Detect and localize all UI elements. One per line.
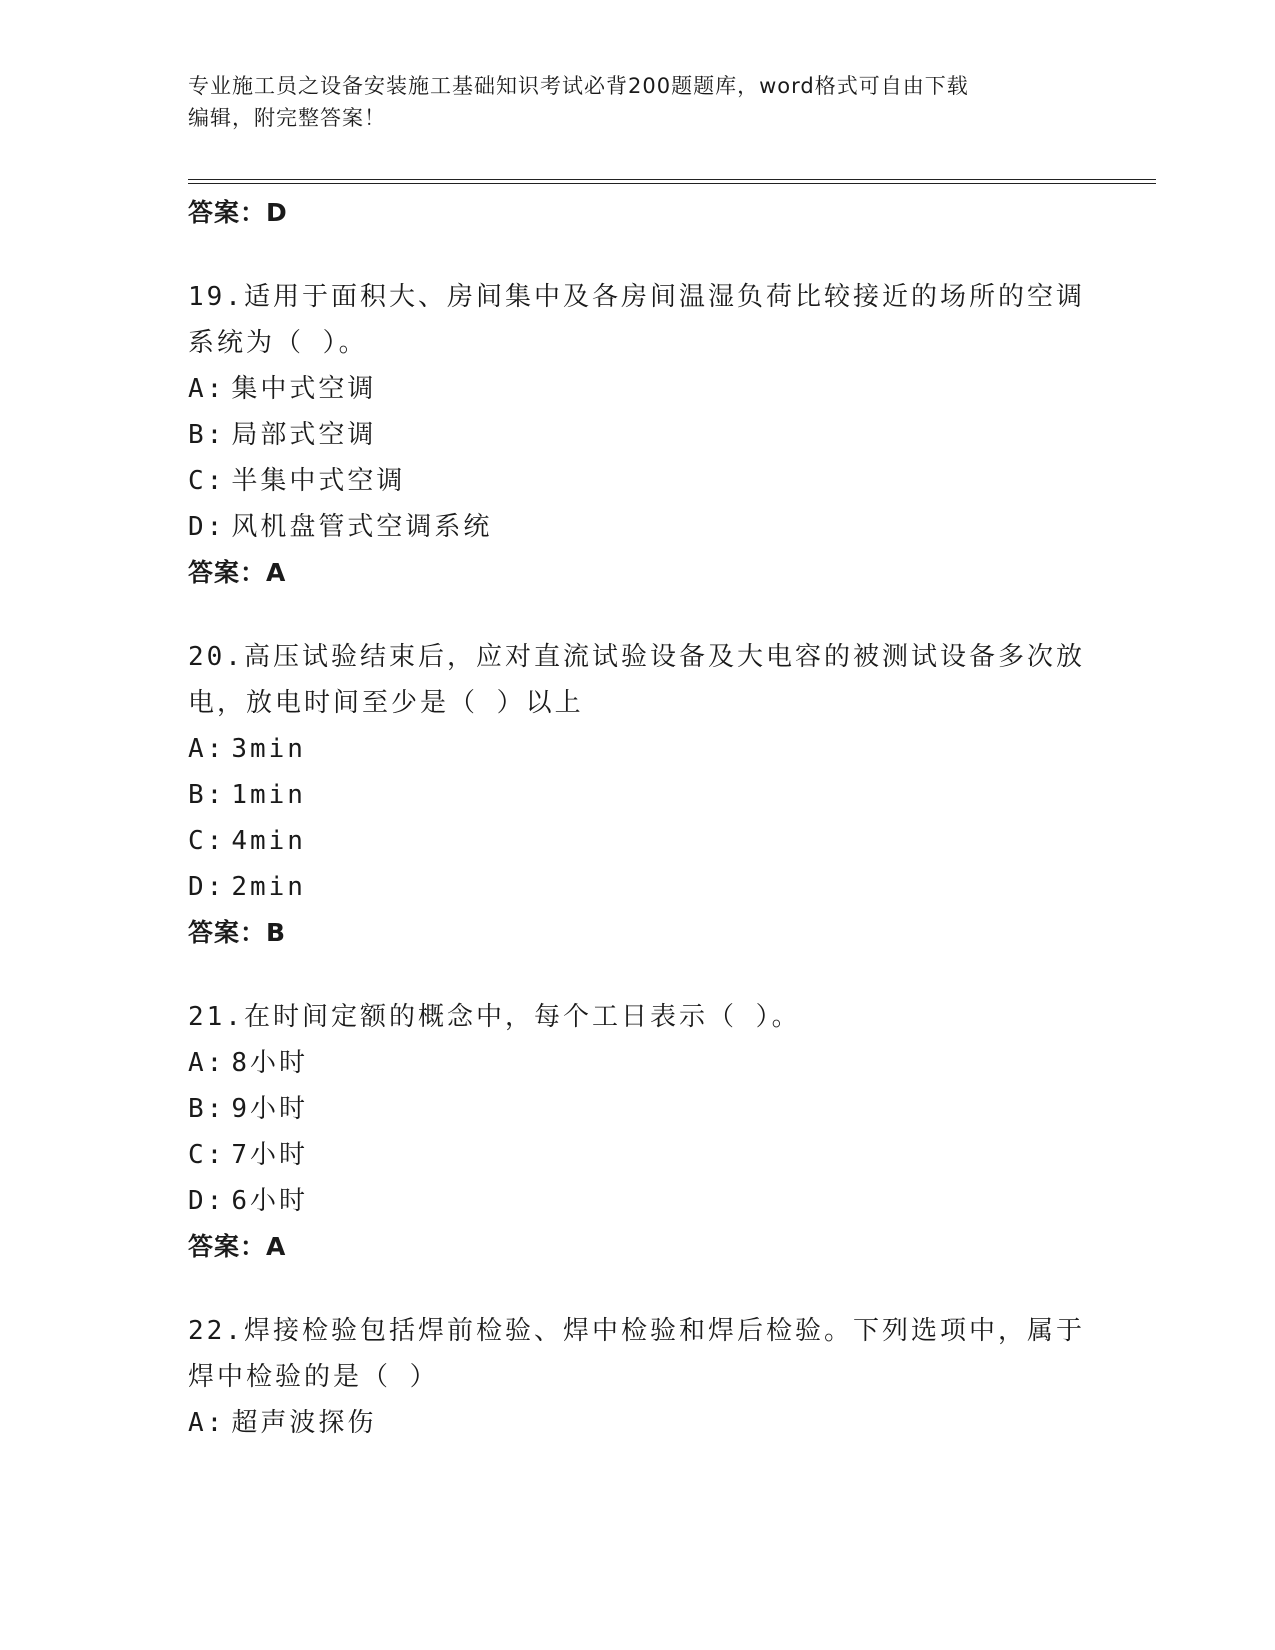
option-d [188, 1178, 1088, 1224]
option-key: A: [188, 374, 226, 404]
option-text: 局部式空调 [231, 420, 377, 450]
option-a [188, 1040, 1088, 1086]
question-22 [188, 1270, 1088, 1446]
option-text: 超声波探伤 [231, 1408, 377, 1438]
question-21 [188, 956, 1088, 1270]
question-stem: 22.焊接检验包括焊前检验、焊中检验和焊后检验。下列选项中，属于 [188, 1316, 1085, 1346]
answer-line: 答案：A [188, 558, 287, 587]
document-body [188, 190, 1088, 1446]
question-stem: 19.适用于面积大、房间集中及各房间温湿负荷比较接近的场所的空调 [188, 282, 1085, 312]
option-key: D: [188, 1186, 226, 1216]
question-20 [188, 596, 1088, 956]
option-c [188, 1132, 1088, 1178]
option-d [188, 504, 1088, 550]
option-a [188, 366, 1088, 412]
question-stem-continued: 焊中检验的是（ ） [188, 1362, 439, 1392]
option-text: 3min [231, 734, 306, 764]
option-text: 9小时 [231, 1094, 308, 1124]
option-key: B: [188, 1094, 226, 1124]
answer-line: 答案：A [188, 1232, 287, 1261]
option-text: 风机盘管式空调系统 [231, 512, 493, 542]
question-stem-continued: 系统为（ ）。 [188, 328, 368, 358]
document-header [188, 70, 1088, 134]
option-key: D: [188, 512, 226, 542]
option-b [188, 772, 1088, 818]
option-text: 6小时 [231, 1186, 308, 1216]
option-text: 集中式空调 [231, 374, 377, 404]
option-text: 半集中式空调 [231, 466, 406, 496]
question-stem-continued: 电，放电时间至少是（ ）以上 [188, 688, 584, 718]
option-key: A: [188, 1048, 226, 1078]
option-text: 7小时 [231, 1140, 308, 1170]
option-key: C: [188, 466, 226, 496]
option-text: 8小时 [231, 1048, 308, 1078]
option-key: C: [188, 826, 226, 856]
option-b [188, 412, 1088, 458]
option-key: A: [188, 734, 226, 764]
option-key: C: [188, 1140, 226, 1170]
option-a [188, 726, 1088, 772]
question-stem: 20.高压试验结束后，应对直流试验设备及大电容的被测试设备多次放 [188, 642, 1085, 672]
answer-line: 答案：B [188, 918, 287, 947]
option-key: B: [188, 420, 226, 450]
option-c [188, 458, 1088, 504]
question-19 [188, 236, 1088, 596]
option-c [188, 818, 1088, 864]
option-a [188, 1400, 1088, 1446]
header-line-2: 编辑，附完整答案！ [188, 106, 386, 130]
question-stem: 21.在时间定额的概念中，每个工日表示（ ）。 [188, 1002, 801, 1032]
option-key: A: [188, 1408, 226, 1438]
header-divider-top [188, 179, 1156, 180]
option-key: D: [188, 872, 226, 902]
header-line-1: 专业施工员之设备安装施工基础知识考试必背200题题库，word格式可自由下载 [188, 74, 969, 98]
header-divider-bottom [188, 183, 1156, 184]
option-text: 4min [231, 826, 306, 856]
answer-line: 答案：D [188, 198, 288, 227]
option-d [188, 864, 1088, 910]
option-b [188, 1086, 1088, 1132]
option-text: 2min [231, 872, 306, 902]
option-text: 1min [231, 780, 306, 810]
option-key: B: [188, 780, 226, 810]
